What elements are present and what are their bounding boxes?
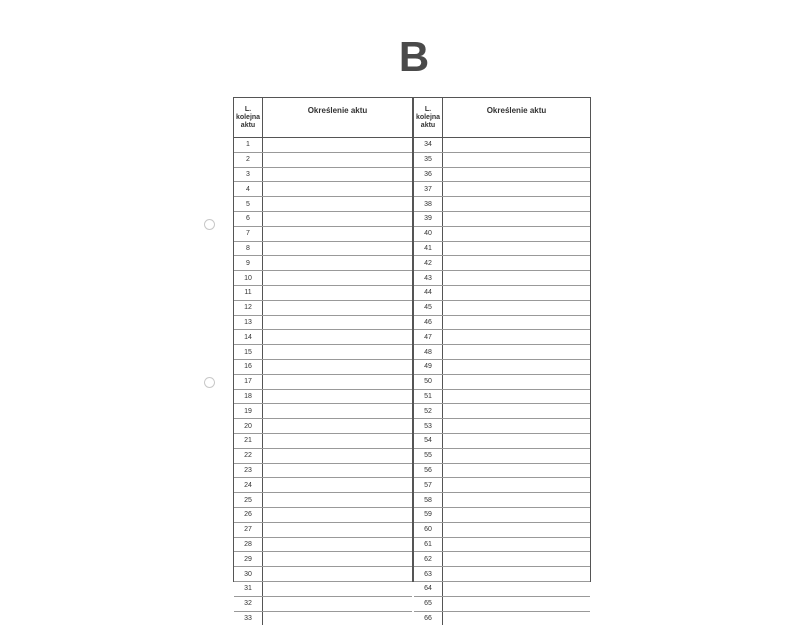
act-number: 18 (234, 389, 263, 404)
act-number: 51 (414, 389, 443, 404)
act-description-cell[interactable] (263, 567, 413, 582)
act-number: 5 (234, 197, 263, 212)
act-description-cell[interactable] (443, 537, 591, 552)
table-row (414, 285, 590, 300)
table-row (414, 345, 590, 360)
acts-register-table (233, 97, 591, 582)
act-description-cell[interactable] (263, 596, 413, 611)
act-description-cell[interactable] (443, 567, 591, 582)
act-description-cell[interactable] (263, 271, 413, 286)
act-description-cell[interactable] (263, 256, 413, 271)
act-number: 19 (234, 404, 263, 419)
act-number: 27 (234, 522, 263, 537)
act-number: 35 (414, 152, 443, 167)
act-description-cell[interactable] (443, 271, 591, 286)
table-row (234, 522, 412, 537)
act-number: 13 (234, 315, 263, 330)
act-number: 12 (234, 300, 263, 315)
table-row (414, 359, 590, 374)
act-number: 4 (234, 182, 263, 197)
table-row (234, 507, 412, 522)
act-description-cell[interactable] (443, 226, 591, 241)
act-description-cell[interactable] (443, 152, 591, 167)
act-description-cell[interactable] (443, 285, 591, 300)
table-row (414, 537, 590, 552)
table-row (234, 138, 412, 153)
table-row (414, 152, 590, 167)
table-row (234, 596, 412, 611)
header-row (234, 98, 412, 138)
act-number: 62 (414, 552, 443, 567)
act-description-cell[interactable] (443, 315, 591, 330)
punch-hole-top (204, 219, 215, 230)
act-description-cell[interactable] (443, 211, 591, 226)
act-description-cell[interactable] (263, 226, 413, 241)
table-row (234, 152, 412, 167)
act-description-cell[interactable] (443, 463, 591, 478)
act-description-cell[interactable] (263, 374, 413, 389)
act-description-cell[interactable] (443, 138, 591, 153)
act-number: 44 (414, 285, 443, 300)
table-row (414, 182, 590, 197)
act-description-cell[interactable] (263, 197, 413, 212)
act-description-cell[interactable] (443, 359, 591, 374)
act-description-cell[interactable] (443, 507, 591, 522)
act-number: 60 (414, 522, 443, 537)
punch-hole-bottom (204, 377, 215, 388)
table-row (414, 493, 590, 508)
act-number: 34 (414, 138, 443, 153)
act-description-cell[interactable] (263, 611, 413, 625)
act-description-cell[interactable] (263, 167, 413, 182)
act-description-cell[interactable] (263, 433, 413, 448)
act-number: 31 (234, 581, 263, 596)
act-description-cell[interactable] (263, 507, 413, 522)
act-description-cell[interactable] (263, 300, 413, 315)
act-description-cell[interactable] (263, 552, 413, 567)
table-row (234, 271, 412, 286)
table-row (234, 567, 412, 582)
act-number: 39 (414, 211, 443, 226)
table-row (234, 197, 412, 212)
act-description-cell[interactable] (443, 581, 591, 596)
act-number: 20 (234, 419, 263, 434)
act-description-cell[interactable] (443, 404, 591, 419)
act-number: 3 (234, 167, 263, 182)
act-number: 38 (414, 197, 443, 212)
act-number: 10 (234, 271, 263, 286)
act-number: 32 (234, 596, 263, 611)
act-number: 61 (414, 537, 443, 552)
act-number: 24 (234, 478, 263, 493)
table-row (234, 241, 412, 256)
act-description-cell[interactable] (443, 493, 591, 508)
act-description-cell[interactable] (263, 345, 413, 360)
table-row (234, 433, 412, 448)
act-number: 15 (234, 345, 263, 360)
act-number: 1 (234, 138, 263, 153)
act-description-cell[interactable] (263, 359, 413, 374)
act-number: 33 (234, 611, 263, 625)
act-description-cell[interactable] (263, 448, 413, 463)
table-row (414, 256, 590, 271)
act-number: 22 (234, 448, 263, 463)
act-description-cell[interactable] (443, 256, 591, 271)
table-row (234, 493, 412, 508)
table-row (234, 256, 412, 271)
act-number: 14 (234, 330, 263, 345)
act-description-cell[interactable] (263, 404, 413, 419)
act-number: 6 (234, 211, 263, 226)
register-rows-right (414, 138, 590, 625)
table-row (414, 596, 590, 611)
act-number: 58 (414, 493, 443, 508)
act-number: 41 (414, 241, 443, 256)
table-row (234, 359, 412, 374)
act-description-cell[interactable] (263, 419, 413, 434)
table-row (234, 463, 412, 478)
act-description-cell[interactable] (263, 138, 413, 153)
table-row (234, 552, 412, 567)
act-number: 57 (414, 478, 443, 493)
section-letter: B (0, 36, 801, 78)
act-number: 66 (414, 611, 443, 625)
act-number: 7 (234, 226, 263, 241)
table-row (414, 567, 590, 582)
act-description-cell[interactable] (443, 419, 591, 434)
act-description-cell[interactable] (263, 581, 413, 596)
table-row (234, 315, 412, 330)
act-number: 16 (234, 359, 263, 374)
table-row (414, 611, 590, 625)
act-number: 2 (234, 152, 263, 167)
act-number: 43 (414, 271, 443, 286)
table-row (414, 507, 590, 522)
table-row (414, 197, 590, 212)
act-description-cell[interactable] (443, 389, 591, 404)
number-column-header: L. kolejna aktu (234, 98, 263, 138)
table-row (414, 552, 590, 567)
act-number: 53 (414, 419, 443, 434)
act-number: 9 (234, 256, 263, 271)
register-rows-left (234, 138, 412, 625)
act-description-cell[interactable] (443, 522, 591, 537)
act-description-cell[interactable] (263, 211, 413, 226)
table-row (414, 522, 590, 537)
table-row (234, 419, 412, 434)
act-number: 21 (234, 433, 263, 448)
act-number: 17 (234, 374, 263, 389)
table-row (414, 241, 590, 256)
act-number: 37 (414, 182, 443, 197)
act-description-cell[interactable] (263, 330, 413, 345)
act-number: 45 (414, 300, 443, 315)
act-number: 65 (414, 596, 443, 611)
act-number: 59 (414, 507, 443, 522)
table-row (414, 463, 590, 478)
act-description-cell[interactable] (263, 522, 413, 537)
table-row (234, 389, 412, 404)
table-row (414, 300, 590, 315)
table-row (234, 300, 412, 315)
act-description-cell[interactable] (443, 374, 591, 389)
table-row (414, 419, 590, 434)
table-row (414, 330, 590, 345)
act-number: 52 (414, 404, 443, 419)
act-description-cell[interactable] (443, 241, 591, 256)
act-number: 30 (234, 567, 263, 582)
table-row (234, 211, 412, 226)
act-description-cell[interactable] (443, 300, 591, 315)
act-number: 29 (234, 552, 263, 567)
act-number: 48 (414, 345, 443, 360)
act-description-cell[interactable] (263, 315, 413, 330)
table-row (234, 448, 412, 463)
act-number: 50 (414, 374, 443, 389)
act-description-cell[interactable] (443, 478, 591, 493)
act-number: 36 (414, 167, 443, 182)
table-row (414, 374, 590, 389)
act-description-cell[interactable] (443, 345, 591, 360)
header-row (414, 98, 590, 138)
table-row (414, 581, 590, 596)
act-number: 8 (234, 241, 263, 256)
table-row (414, 315, 590, 330)
act-number: 28 (234, 537, 263, 552)
act-number: 54 (414, 433, 443, 448)
act-number: 63 (414, 567, 443, 582)
act-number: 11 (234, 285, 263, 300)
act-number: 64 (414, 581, 443, 596)
act-description-cell[interactable] (443, 167, 591, 182)
table-row (234, 537, 412, 552)
act-description-cell[interactable] (443, 433, 591, 448)
table-row (234, 611, 412, 625)
table-row (234, 404, 412, 419)
table-row (414, 167, 590, 182)
description-column-header: Określenie aktu (443, 98, 591, 138)
act-description-cell[interactable] (263, 152, 413, 167)
act-description-cell[interactable] (443, 552, 591, 567)
act-description-cell[interactable] (263, 241, 413, 256)
act-description-cell[interactable] (263, 389, 413, 404)
table-row (234, 345, 412, 360)
act-description-cell[interactable] (443, 330, 591, 345)
table-row (234, 226, 412, 241)
register-column-left (234, 98, 412, 625)
table-row (234, 330, 412, 345)
table-row (414, 448, 590, 463)
table-row (234, 478, 412, 493)
register-column-right (414, 98, 590, 625)
act-description-cell[interactable] (263, 463, 413, 478)
act-number: 56 (414, 463, 443, 478)
table-row (414, 389, 590, 404)
table-row (414, 404, 590, 419)
table-row (414, 226, 590, 241)
act-description-cell[interactable] (443, 596, 591, 611)
act-number: 26 (234, 507, 263, 522)
table-row (234, 167, 412, 182)
table-row (234, 581, 412, 596)
act-number: 49 (414, 359, 443, 374)
act-description-cell[interactable] (443, 611, 591, 625)
act-number: 47 (414, 330, 443, 345)
table-row (234, 374, 412, 389)
number-column-header: L. kolejna aktu (414, 98, 443, 138)
act-description-cell[interactable] (263, 537, 413, 552)
table-row (414, 138, 590, 153)
act-number: 23 (234, 463, 263, 478)
act-description-cell[interactable] (263, 493, 413, 508)
act-number: 55 (414, 448, 443, 463)
act-number: 46 (414, 315, 443, 330)
act-description-cell[interactable] (263, 285, 413, 300)
table-row (414, 211, 590, 226)
act-number: 25 (234, 493, 263, 508)
act-description-cell[interactable] (263, 182, 413, 197)
act-number: 42 (414, 256, 443, 271)
description-column-header: Określenie aktu (263, 98, 413, 138)
act-number: 40 (414, 226, 443, 241)
table-row (234, 182, 412, 197)
table-row (414, 271, 590, 286)
act-description-cell[interactable] (443, 448, 591, 463)
act-description-cell[interactable] (443, 182, 591, 197)
act-description-cell[interactable] (443, 197, 591, 212)
table-row (414, 433, 590, 448)
table-row (234, 285, 412, 300)
act-description-cell[interactable] (263, 478, 413, 493)
table-row (414, 478, 590, 493)
